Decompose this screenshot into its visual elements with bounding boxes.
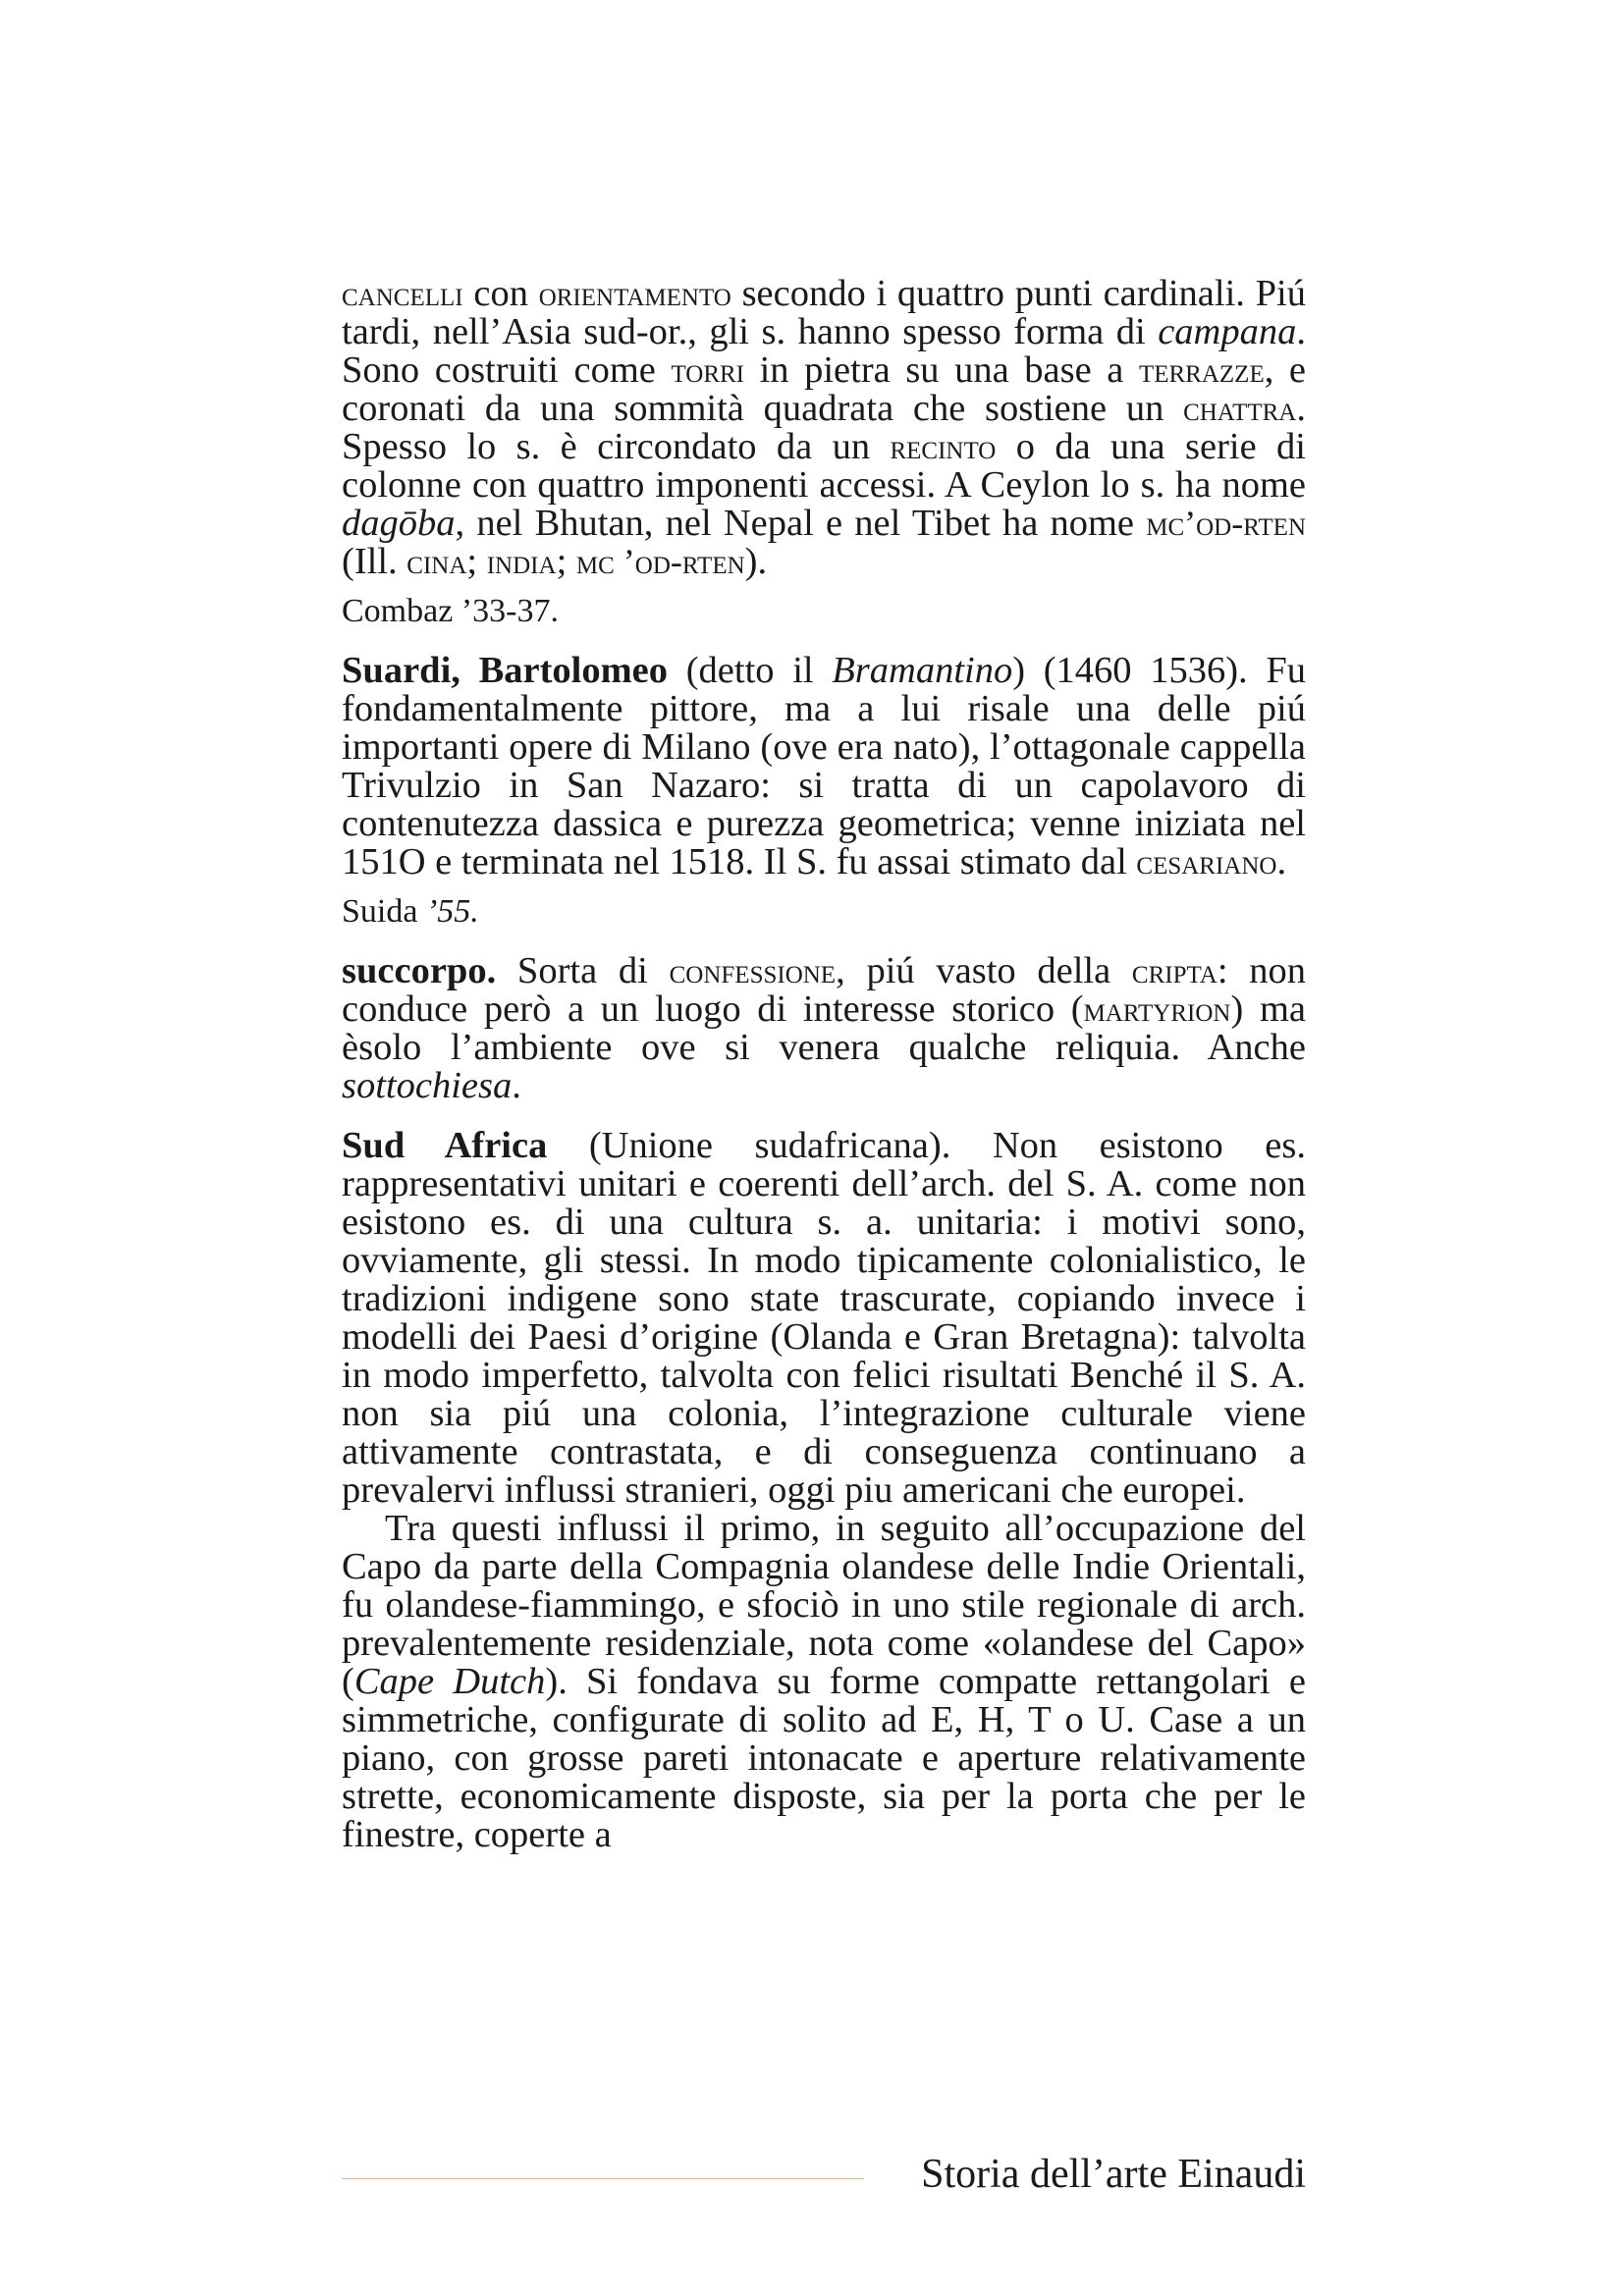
cross-reference: recinto — [890, 427, 997, 466]
text-run: (detto il — [668, 650, 833, 691]
italic-term: campana — [1158, 311, 1297, 352]
italic-term: dagōba — [342, 503, 456, 544]
cross-reference: chattra — [1183, 389, 1297, 428]
entry-headword: succorpo. — [342, 950, 497, 991]
cross-reference: mc ’od-rten — [575, 542, 745, 581]
text-run: ). — [744, 541, 768, 582]
text-run: . — [512, 1065, 521, 1106]
italic-term: Bramantino — [832, 650, 1013, 691]
text-run: : non conduce però a un luogo di interesse storico ( — [342, 950, 1307, 1030]
text-run: in pietra su una base a — [744, 349, 1139, 391]
italic-term: ’55. — [425, 893, 479, 930]
text-run: Tra questi influssi il primo, in seguito all’occupazione del Capo da parte della Compagnia olandese delle Indie Orientali, fu olandese-fiammingo, e sfociò in uno stile regionale di arch. prevalentemente residenziale, nota come «olandese del Capo» ( — [342, 1508, 1306, 1702]
cross-reference: martyrion — [1083, 989, 1231, 1029]
cross-reference: cripta — [1131, 951, 1217, 990]
bibliography-reference — [342, 893, 1306, 931]
text-run: o da una serie di colonne con quattro imponenti accessi. A Ceylon lo s. ha nome — [342, 426, 1306, 506]
cross-reference: terrazze — [1138, 350, 1265, 390]
footer-rule — [342, 2178, 864, 2179]
text-run: secondo i quattro punti cardinali. Piú tardi, nell’Asia sud-or., gli s. hanno spesso forma di — [342, 273, 1306, 352]
text-run: Suida — [342, 893, 426, 930]
text-run: . Spesso lo s. è circondato da un — [342, 388, 1306, 467]
cross-reference: cancelli — [342, 274, 463, 313]
text-run: ). Si fondava su forme compatte rettangolari e simmetriche, configurate di solito ad E, H, T o U. Case a un piano, con grosse pareti intonacate e aperture relativamente strette, economicamente disposte, sia per la porta che per le finestre, coperte a — [342, 1661, 1306, 1855]
entry-headword: Suardi, Bartolomeo — [342, 650, 669, 691]
cross-reference: india — [486, 542, 557, 581]
text-run: , piú vasto della — [836, 950, 1132, 991]
entry-continuation — [342, 275, 1306, 581]
entry-sud-africa-paragraph — [342, 1510, 1306, 1854]
text-run: (Unione sudafricana). Non esistono es. rappresentativi unitari e coerenti dell’arch. del S. A. come non esistono es. di una cultura s. a. unitaria: i motivi sono, ovviamente, gli stessi. In modo tipicamente colonialistico, le tradizioni indigene sono state trascurate, copiando invece i modelli dei Paesi d’origine (Olanda e Gran Bretagna): talvolta in modo imperfetto, talvolta con felici risultati Benché il S. A. non sia piú una colonia, l’integrazione culturale viene attivamente contrastata, e di conseguenza continuano a prevalervi influssi stranieri, oggi piu americani che europei. — [342, 1125, 1306, 1511]
cross-reference: orientamento — [538, 274, 731, 313]
entry-sud-africa — [342, 1127, 1306, 1510]
text-run: , nel Bhutan, nel Nepal e nel Tibet ha nome — [455, 503, 1147, 544]
page-body — [342, 275, 1306, 1854]
cross-reference: torri — [671, 350, 745, 390]
text-run: , e coronati da una sommità quadrata che sostiene un — [342, 349, 1307, 429]
italic-term: sottochiesa — [342, 1065, 513, 1106]
text-run: ; — [466, 541, 487, 582]
cross-reference: mc’od-rten — [1146, 504, 1306, 543]
text-run: . Sono costruiti come — [342, 311, 1306, 391]
italic-term: Cape Dutch — [353, 1661, 546, 1702]
cross-reference: confessione — [669, 951, 837, 990]
text-run: con — [462, 273, 539, 314]
text-run: (Ill. — [342, 541, 407, 582]
text-run: ; — [556, 541, 576, 582]
cross-reference: cesariano — [1136, 842, 1277, 881]
bibliography-reference: Combaz ’33-37. — [342, 593, 559, 629]
entry-suardi — [342, 652, 1306, 881]
entry-headword: Sud Africa — [342, 1125, 548, 1166]
entry-succorpo — [342, 952, 1306, 1105]
text-run: . — [1276, 841, 1287, 882]
text-run: ) ma èsolo l’ambiente ove si venera qualche reliquia. Anche — [342, 988, 1306, 1068]
text-run: ) (1460 1536). Fu fondamentalmente pittore, ma a lui risale una delle piú importanti opere di Milano (ove era nato), l’ottagonale cappella Trivulzio in San Nazaro: si tratta di un capolavoro di contenutezza dassica e purezza geometrica; venne iniziata nel 151O e terminata nel 1518. Il S. fu assai stimato dal — [342, 650, 1307, 882]
cross-reference: cina — [406, 542, 467, 581]
footer-title: Storia dell’arte Einaudi — [921, 2152, 1306, 2197]
text-run: Sorta di — [496, 950, 670, 991]
